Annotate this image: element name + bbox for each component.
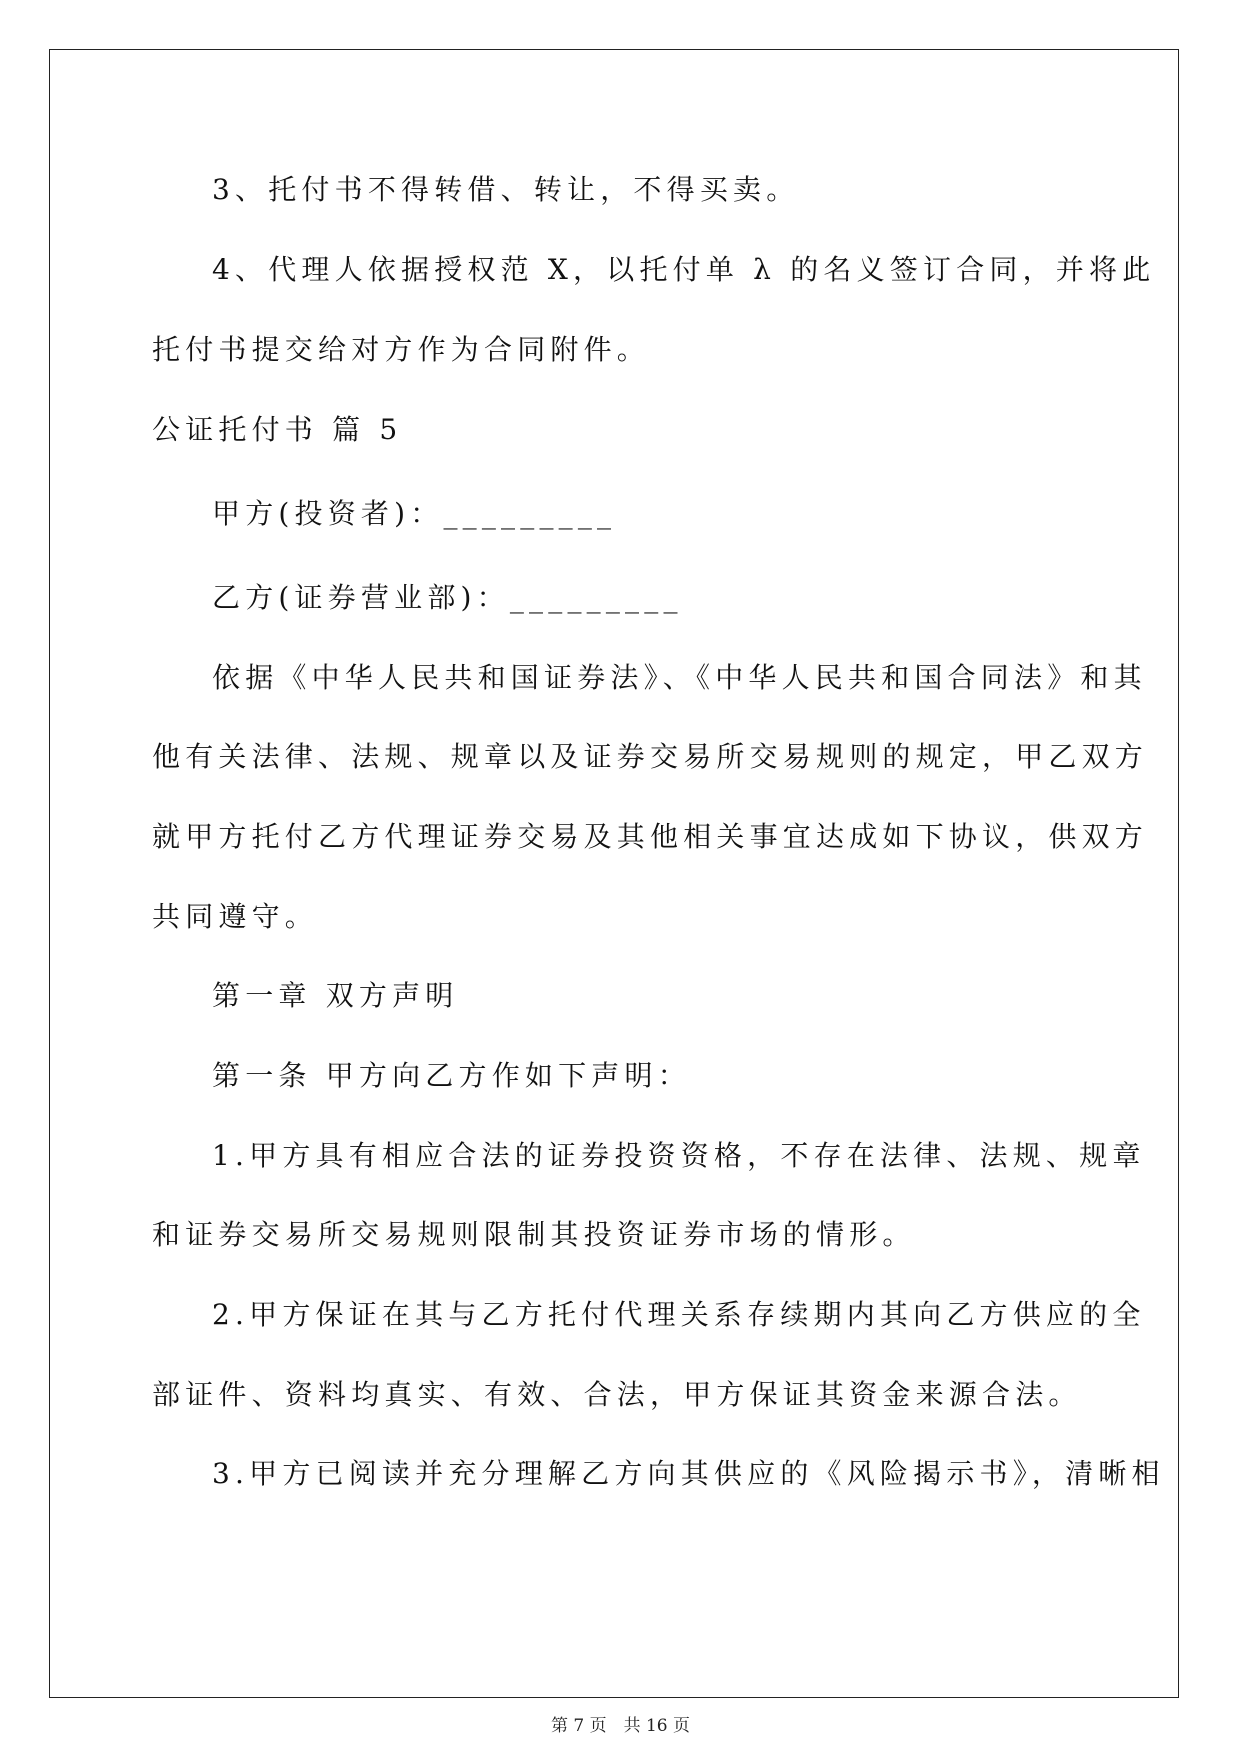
paragraph-line: 和证券交易所交易规则限制其投资证券市场的情形。 bbox=[152, 1218, 916, 1251]
paragraph-line: 4、代理人依据授权范 X，以托付单 λ 的名义签订合同，并将此 bbox=[212, 253, 1156, 286]
paragraph-line: 部证件、资料均真实、有效、合法，甲方保证其资金来源合法。 bbox=[152, 1378, 1082, 1411]
paragraph-line: 就甲方托付乙方代理证券交易及其他相关事宜达成如下协议，供双方 bbox=[152, 820, 1149, 853]
paragraph-line: 2.甲方保证在其与乙方托付代理关系存续期内其向乙方供应的全 bbox=[212, 1298, 1146, 1331]
paragraph-line: 1.甲方具有相应合法的证券投资资格，不存在法律、法规、规章 bbox=[212, 1139, 1146, 1172]
chapter-heading: 第一章 双方声明 bbox=[212, 979, 459, 1012]
page-border bbox=[49, 49, 1179, 1698]
paragraph-line: 托付书提交给对方作为合同附件。 bbox=[152, 333, 651, 366]
party-a-line: 甲方(投资者)：_________ bbox=[212, 497, 617, 530]
paragraph-line: 他有关法律、法规、规章以及证券交易所交易规则的规定，甲乙双方 bbox=[152, 740, 1149, 773]
section-heading: 公证托付书 篇 5 bbox=[152, 413, 403, 446]
paragraph-line: 共同遵守。 bbox=[152, 900, 319, 933]
paragraph-line: 3.甲方已阅读并充分理解乙方向其供应的《风险揭示书》，清晰相 bbox=[212, 1457, 1165, 1490]
paragraph-line: 依据《中华人民共和国证券法》、《中华人民共和国合同法》和其 bbox=[212, 661, 1147, 694]
paragraph-line: 3、托付书不得转借、转让，不得买卖。 bbox=[212, 173, 800, 206]
page-indicator: 第 7 页 共 16 页 bbox=[550, 1716, 691, 1736]
article-heading: 第一条 甲方向乙方作如下声明： bbox=[212, 1059, 691, 1092]
party-b-line: 乙方(证券营业部)：_________ bbox=[212, 581, 683, 614]
